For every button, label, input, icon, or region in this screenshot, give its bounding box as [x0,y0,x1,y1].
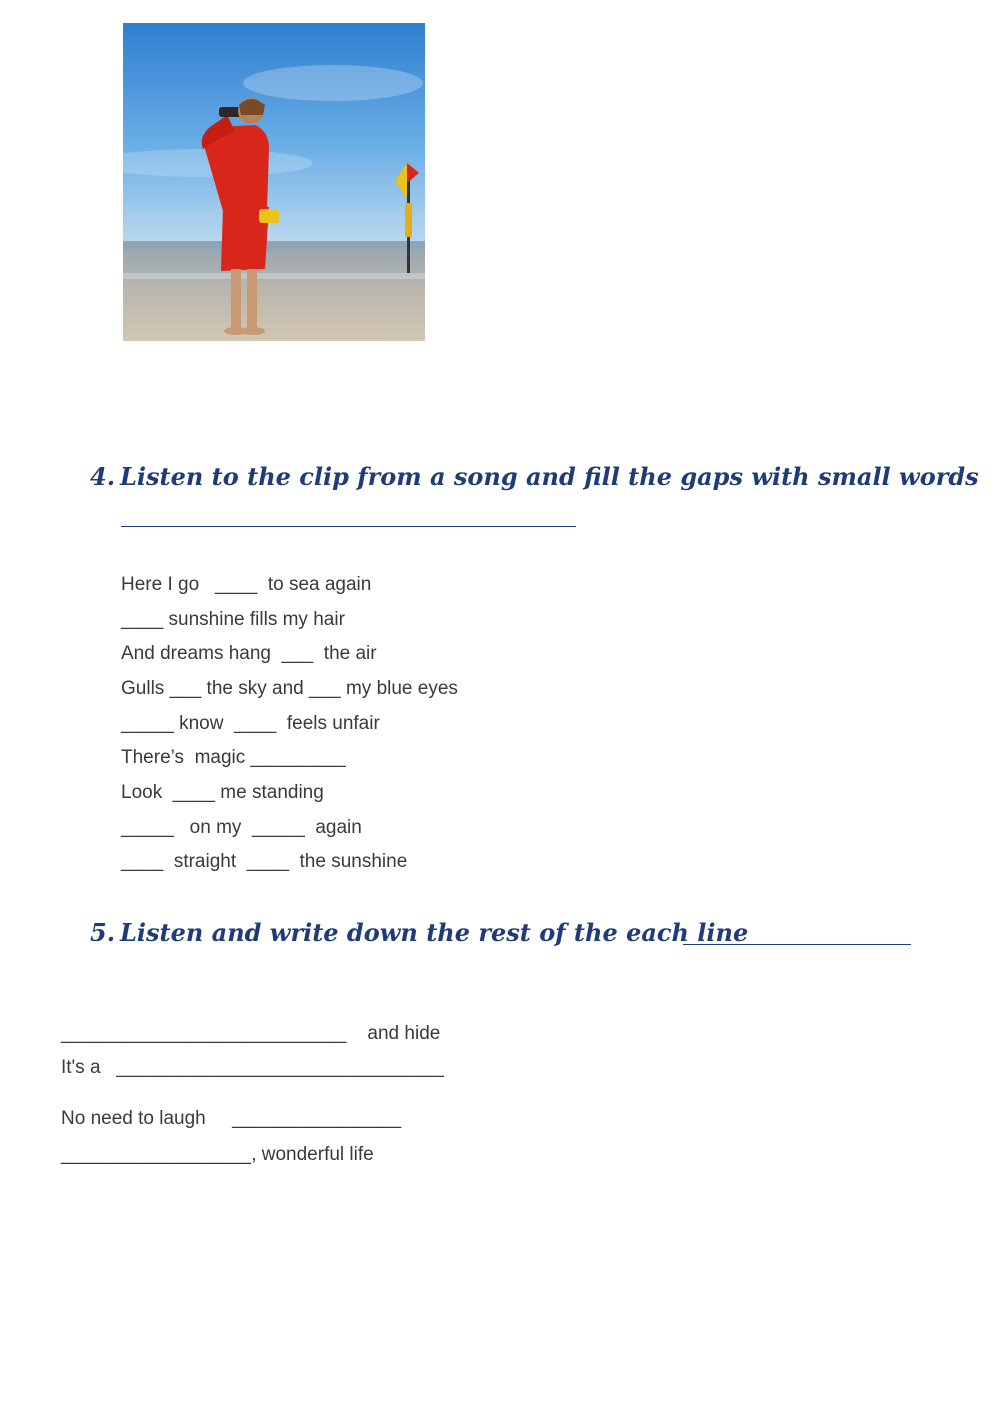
lyric-line[interactable]: And dreams hang ___ the air [121,643,377,664]
completion-line[interactable]: It's a _______________________________ [61,1057,444,1078]
lyric-line[interactable]: ____ straight ____ the sunshine [121,851,408,872]
lyric-line[interactable]: There’s magic _________ [121,747,346,768]
lyric-line[interactable]: Look ____ me standing [121,782,324,803]
completion-line[interactable]: __________________, wonderful life [61,1144,374,1165]
exercise-5-instruction: Listen and write down the rest of the each line [120,918,749,947]
exercise-4-number: 4. [90,462,116,491]
lyric-line[interactable]: _____ know ____ feels unfair [121,713,380,734]
lyric-line[interactable]: Gulls ___ the sky and ___ my blue eyes [121,678,458,699]
completion-line[interactable]: ___________________________ and hide [61,1023,441,1044]
lyric-line[interactable]: _____ on my _____ again [121,817,362,838]
lyric-line[interactable]: Here I go ____ to sea again [121,574,372,595]
lyric-line[interactable]: ____ sunshine fills my hair [121,609,345,630]
lifeguard-photo [123,23,425,341]
exercise-4-instruction: Listen to the clip from a song and fill the gaps with small words [120,462,979,491]
exercise-4-answer-line[interactable] [121,526,576,527]
completion-line[interactable]: No need to laugh ________________ [61,1108,402,1129]
exercise-5-number: 5. [90,918,116,947]
exercise-5-answer-line[interactable] [683,944,911,945]
